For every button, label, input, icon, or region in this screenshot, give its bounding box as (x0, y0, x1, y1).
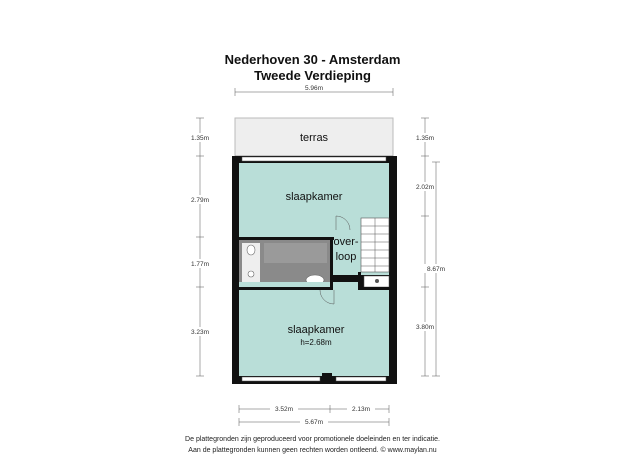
room-label-bedroom-top: slaapkamer (285, 191, 343, 203)
room-label-terras: terras (299, 132, 329, 144)
toilet-icon (247, 245, 255, 255)
room-label-bedroom-bottom: slaapkamer (287, 324, 345, 336)
room-label-overloop-1: over- (333, 236, 359, 248)
disclaimer-line-1: De plattegronden zijn geproduceerd voor promotionele doeleinden en ter indicatie. (185, 436, 440, 443)
plan-title: Nederhoven 30 - Amsterdam (224, 52, 401, 67)
window-bottom-left (242, 377, 320, 381)
dim-right-lower: 3.80m (415, 324, 435, 331)
dim-top-width: 5.96m (304, 85, 324, 92)
dim-left-upper: 2.79m (190, 197, 210, 204)
dim-right-upper: 2.02m (415, 184, 435, 191)
shower-drain-icon (248, 271, 254, 277)
floor-name: Tweede Verdieping (254, 68, 371, 83)
dim-left-middle: 1.77m (190, 261, 210, 268)
ceiling-height-label: h=2.68m (300, 338, 332, 347)
dim-bottom-right: 2.13m (351, 406, 371, 413)
window-top (242, 157, 386, 161)
dim-left-terras: 1.35m (190, 135, 210, 142)
dim-bottom-total: 5.67m (304, 419, 324, 426)
dim-left-lower: 3.23m (190, 329, 210, 336)
window-bottom-right (336, 377, 386, 381)
dim-bottom-left: 3.52m (274, 406, 294, 413)
boiler-icon (375, 279, 379, 283)
dim-right-terras: 1.35m (415, 135, 435, 142)
bath-wall-tiles (264, 243, 327, 263)
disclaimer-line-2: Aan de plattegronden kunnen geen rechten worden ontleend. © www.maylan.nu (188, 447, 437, 454)
dim-right-total: 8.67m (426, 266, 446, 273)
room-label-overloop-2: loop (335, 251, 357, 263)
